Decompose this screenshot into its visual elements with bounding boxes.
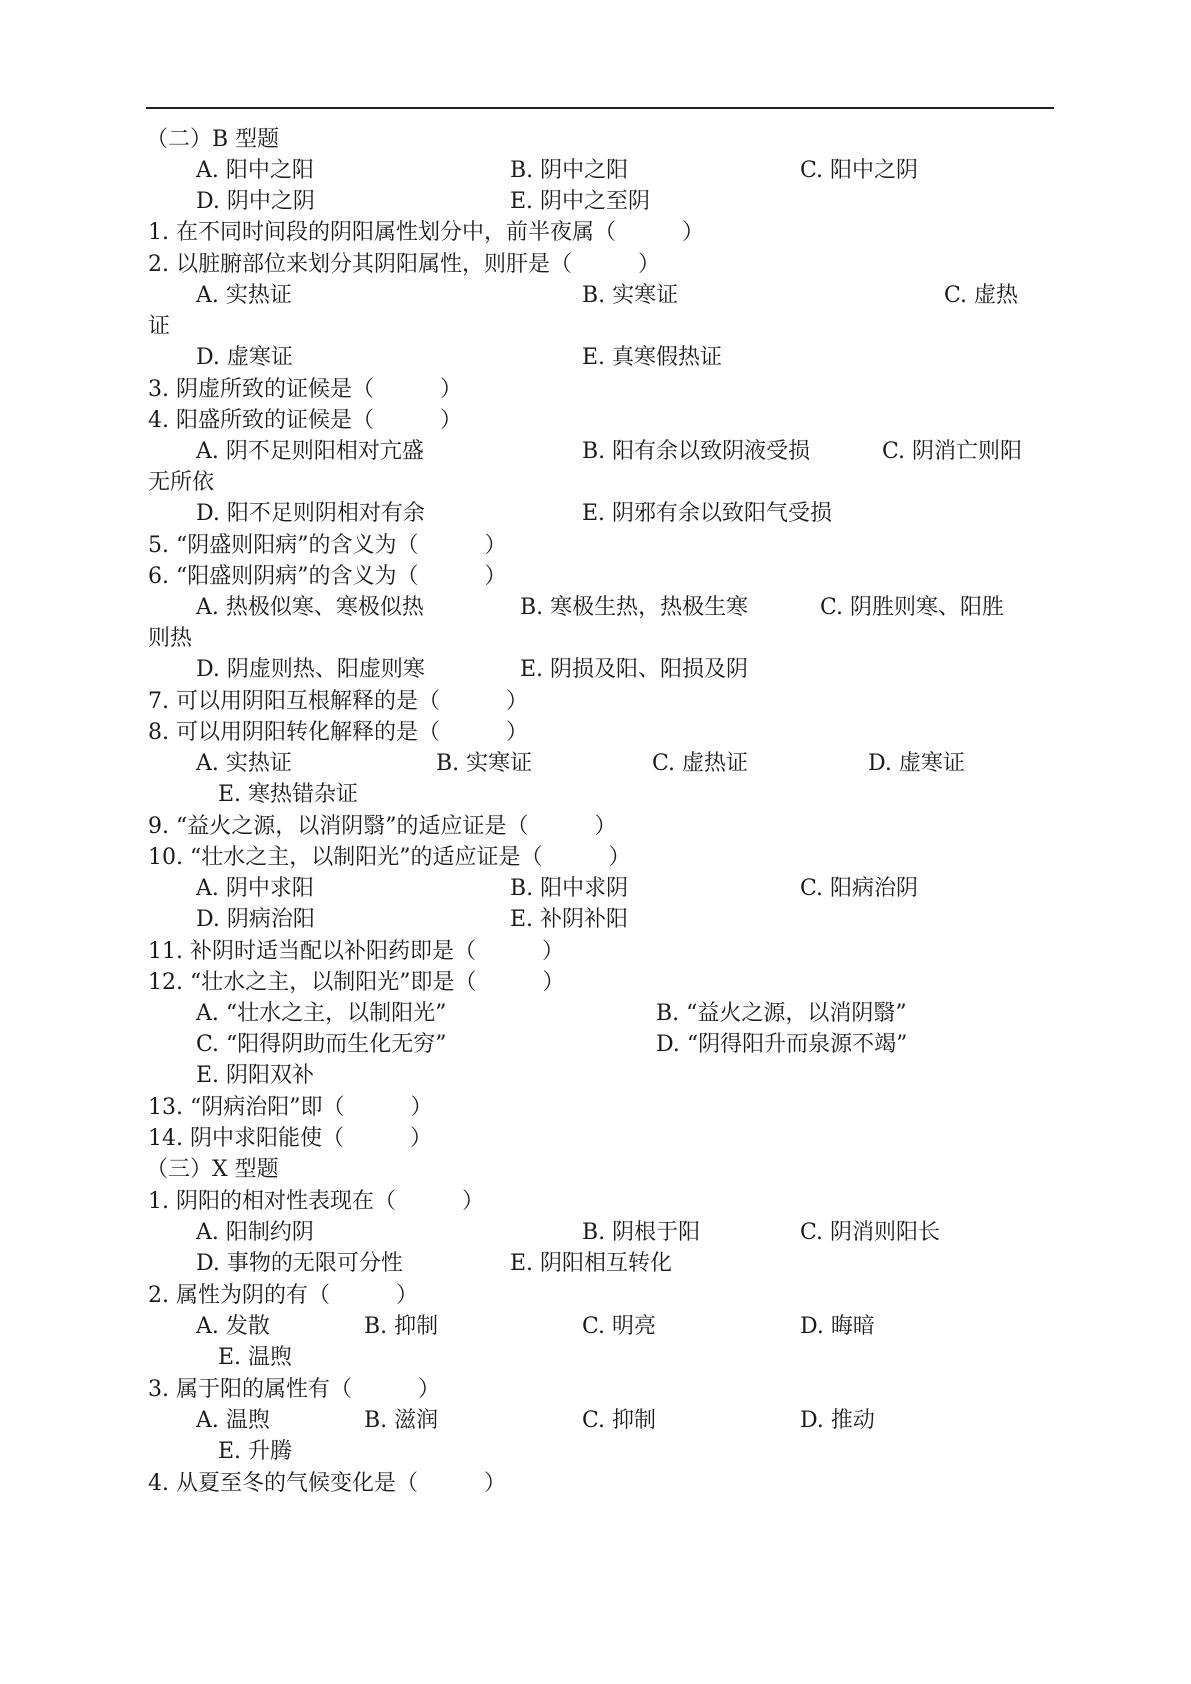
option-e: E. 寒热错杂证 <box>218 782 359 807</box>
option-a: A. 实热证 <box>196 751 292 776</box>
question: 4. 阳盛所致的证候是（ ） <box>148 408 462 433</box>
option-b: B. 实寒证 <box>582 283 679 308</box>
option-d: D. 虚寒证 <box>196 345 293 370</box>
question: 5. “阴盛则阳病”的含义为（ ） <box>148 533 507 558</box>
option-e: E. 阴邪有余以致阳气受损 <box>582 501 833 526</box>
option-d: D. 推动 <box>800 1408 875 1433</box>
option-c: C. 阴消亡则阳 <box>882 439 1023 464</box>
section-heading: （三）X 型题 <box>146 1157 279 1182</box>
option-b: B. 阳有余以致阴液受损 <box>582 439 811 464</box>
question: 7. 可以用阴阳互根解释的是（ ） <box>148 689 528 714</box>
option-a: A. 阴中求阳 <box>196 876 314 901</box>
option-d: D. 虚寒证 <box>868 751 965 776</box>
option-d: D. “阴得阳升而泉源不竭” <box>656 1032 908 1057</box>
option-b: B. 抑制 <box>364 1314 439 1339</box>
question: 13. “阴病治阳”即（ ） <box>148 1095 433 1120</box>
question: 8. 可以用阴阳转化解释的是（ ） <box>148 720 528 745</box>
question: 11. 补阴时适当配以补阳药即是（ ） <box>148 939 564 964</box>
option-e: E. 补阴补阳 <box>510 907 629 932</box>
question: 10. “壮水之主，以制阳光”的适应证是（ ） <box>148 845 631 870</box>
option-c: C. 明亮 <box>582 1314 657 1339</box>
option-c: C. 阴胜则寒、阳胜 <box>820 595 1005 620</box>
option-a: A. 发散 <box>196 1314 270 1339</box>
option-e: E. 阴损及阳、阳损及阴 <box>520 657 749 682</box>
question: 12. “壮水之主，以制阳光”即是（ ） <box>148 970 565 995</box>
option-c-wrap: 无所依 <box>148 470 215 495</box>
header-rule <box>146 107 1054 109</box>
option-c: C. 抑制 <box>582 1408 657 1433</box>
option-e: E. 温煦 <box>218 1345 293 1370</box>
option-b: B. 寒极生热，热极生寒 <box>520 595 749 620</box>
option-a: A. 阴不足则阳相对亢盛 <box>196 439 424 464</box>
option-e: E. 阴阳双补 <box>196 1063 315 1088</box>
option-c-wrap: 证 <box>148 314 171 339</box>
option-b: B. 实寒证 <box>436 751 533 776</box>
option-c: C. “阳得阴助而生化无穷” <box>196 1032 447 1057</box>
question: 1. 阴阳的相对性表现在（ ） <box>148 1189 484 1214</box>
question: 6. “阳盛则阴病”的含义为（ ） <box>148 564 507 589</box>
question: 3. 属于阳的属性有（ ） <box>148 1377 440 1402</box>
question: 14. 阴中求阳能使（ ） <box>148 1126 432 1151</box>
option-d: D. 晦暗 <box>800 1314 875 1339</box>
option-d: D. 事物的无限可分性 <box>196 1251 403 1276</box>
option-e: E. 阴阳相互转化 <box>510 1251 673 1276</box>
question: 3. 阴虚所致的证候是（ ） <box>148 377 462 402</box>
section-heading: （二）B 型题 <box>146 127 280 152</box>
question: 4. 从夏至冬的气候变化是（ ） <box>148 1471 506 1496</box>
option-a: A. 温煦 <box>196 1408 270 1433</box>
option-b: B. 阴中之阳 <box>510 158 629 183</box>
option-d: D. 阳不足则阴相对有余 <box>196 501 425 526</box>
option-a: A. 实热证 <box>196 283 292 308</box>
option-d: D. 阴病治阳 <box>196 907 315 932</box>
option-e: E. 阴中之至阴 <box>510 189 651 214</box>
option-c-wrap: 则热 <box>148 626 193 651</box>
option-b: B. 阴根于阳 <box>582 1220 701 1245</box>
option-a: A. 热极似寒、寒极似热 <box>196 595 424 620</box>
option-b: B. 阳中求阴 <box>510 876 629 901</box>
option-c: C. 阳中之阴 <box>800 158 919 183</box>
option-d: D. 阴虚则热、阳虚则寒 <box>196 657 425 682</box>
option-b: B. 滋润 <box>364 1408 439 1433</box>
option-e: E. 真寒假热证 <box>582 345 723 370</box>
option-c: C. 虚热 <box>944 283 1019 308</box>
option-d: D. 阴中之阴 <box>196 189 315 214</box>
question: 1. 在不同时间段的阴阳属性划分中，前半夜属（ ） <box>148 220 704 245</box>
option-a: A. 阳中之阳 <box>196 158 314 183</box>
option-c: C. 虚热证 <box>652 751 749 776</box>
option-a: A. 阳制约阴 <box>196 1220 314 1245</box>
option-b: B. “益火之源，以消阴翳” <box>656 1001 907 1026</box>
option-e: E. 升腾 <box>218 1439 293 1464</box>
option-c: C. 阳病治阴 <box>800 876 919 901</box>
option-a: A. “壮水之主，以制阳光” <box>196 1001 447 1026</box>
question: 2. 属性为阴的有（ ） <box>148 1283 418 1308</box>
question: 2. 以脏腑部位来划分其阴阳属性，则肝是（ ） <box>148 252 660 277</box>
question: 9. “益火之源，以消阴翳”的适应证是（ ） <box>148 814 617 839</box>
option-c: C. 阴消则阳长 <box>800 1220 941 1245</box>
